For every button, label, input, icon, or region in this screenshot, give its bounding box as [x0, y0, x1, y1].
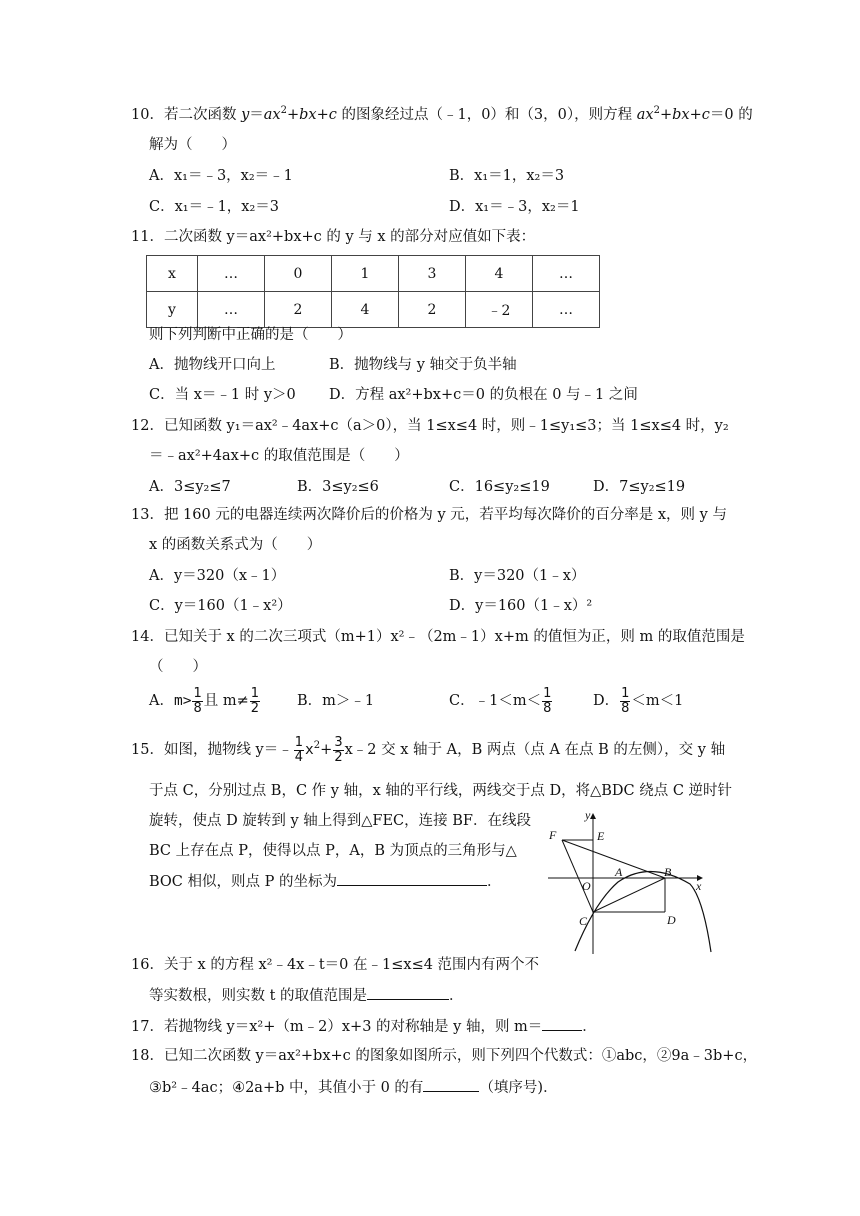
q16-line2: 等实数根，则实数 t 的取值范围是 ．: [149, 985, 464, 1006]
label-d: D: [667, 913, 676, 927]
table-cell: 2: [265, 292, 332, 328]
q14-option-d: D． $\frac{1}{8}$ ＜m＜1: [593, 685, 684, 716]
q10-option-d: D．x₁＝﹣3，x₂＝1: [449, 199, 580, 215]
segment-cb: [593, 878, 665, 912]
q13-line2: x 的函数关系式为（ ）: [149, 537, 322, 553]
segment-fc: [562, 840, 593, 912]
table-row: [147, 292, 600, 328]
q13-option-c: C．y＝160（1﹣x²）: [149, 598, 292, 614]
q12-line1: 12．已知函数 y₁＝ax²﹣4ax+c（a＞0），当 1≤x≤4 时，则﹣1≤y₁≤3；当 1≤x≤4 时，y₂: [131, 418, 729, 434]
q12-option-a: A．3≤y₂≤7: [149, 479, 231, 495]
table-cell: …: [533, 292, 600, 328]
q13-line1: 13．把 160 元的电器连续两次降价后的价格为 y 元，若平均每次降价的百分率是 x，则 y 与: [131, 507, 727, 523]
table-cell: y: [147, 292, 198, 328]
q14-option-c: C．﹣1＜m＜ $\frac{1}{8}$: [449, 685, 552, 716]
q10-option-c: C．x₁＝﹣1，x₂＝3: [149, 199, 280, 215]
table-cell: 3: [399, 256, 466, 292]
table-cell: 0: [265, 256, 332, 292]
label-b: B: [664, 865, 672, 879]
q11-option-d: D．方程 ax²+bx+c＝0 的负根在 0 与﹣1 之间: [329, 387, 638, 403]
q15-line1: 15．如图，抛物线 y＝﹣ $\frac{1}{4}$ $x^2+$ $\frac{3}{2}$ x﹣2 交 x 轴于 A，B 两点（点 A 在点 B 的左侧），交 y 轴: [131, 734, 726, 765]
table-cell: …: [198, 256, 265, 292]
q18-line1: 18．已知二次函数 y＝ax²+bx+c 的图象如图所示，则下列四个代数式：①abc，②9a﹣3b+c，: [131, 1048, 758, 1064]
q12-line2: ＝﹣ax²+4ax+c 的取值范围是（ ）: [149, 448, 409, 464]
table-cell: 4: [466, 256, 533, 292]
label-f: F: [549, 828, 557, 842]
q17-line1: 17．若抛物线 y＝x²+（m﹣2）x+3 的对称轴是 y 轴，则 m＝ ．: [131, 1016, 597, 1037]
q18-line2: ③b²﹣4ac；④2a+b 中，其值小于 0 的有 （填序号)．: [149, 1077, 558, 1098]
parabola-figure: [540, 808, 720, 956]
q16-line1: 16．关于 x 的方程 x²﹣4x﹣t＝0 在﹣1≤x≤4 范围内有两个不: [131, 957, 540, 973]
answer-blank: [337, 871, 487, 886]
q12-option-c: C．16≤y₂≤19: [449, 479, 550, 495]
q15-line4: BC 上存在点 P，使得以点 P，A，B 为顶点的三角形与△: [149, 843, 517, 859]
q11-option-a: A．抛物线开口向上: [149, 357, 276, 373]
table-cell: ﹣2: [466, 292, 533, 328]
answer-blank: [367, 985, 449, 1000]
table-cell: …: [533, 256, 600, 292]
q14-option-b: B．m＞﹣1: [297, 693, 375, 709]
label-y: y: [585, 808, 591, 822]
table-cell: 2: [399, 292, 466, 328]
q11-option-b: B．抛物线与 y 轴交于负半轴: [329, 357, 517, 373]
label-x: x: [696, 879, 702, 893]
q13-option-b: B．y＝320（1﹣x）: [449, 568, 586, 584]
q12-option-b: B．3≤y₂≤6: [297, 479, 379, 495]
label-e: E: [597, 829, 605, 843]
q15-line2: 于点 C，分别过点 B，C 作 y 轴，x 轴的平行线，两线交于点 D，将△BDC 绕点 C 逆时针: [149, 783, 733, 799]
answer-blank: [423, 1077, 479, 1092]
table-cell: x: [147, 256, 198, 292]
q10-line2: 解为（ ）: [149, 137, 236, 153]
q11-stem: 11．二次函数 y＝ax²+bx+c 的 y 与 x 的部分对应值如下表：: [131, 229, 536, 245]
answer-blank: [542, 1016, 582, 1031]
q14-line2: （ ）: [149, 659, 207, 675]
q11-option-c: C．当 x＝﹣1 时 y＞0: [149, 387, 296, 403]
q11-after: 则下列判断中正确的是（ ）: [149, 327, 352, 343]
q14-line1: 14．已知关于 x 的二次三项式（m+1）x²﹣（2m﹣1）x+m 的值恒为正，则 m 的取值范围是: [131, 629, 745, 645]
q15-line5: BOC 相似，则点 P 的坐标为 ．: [149, 871, 502, 892]
label-o: O: [582, 879, 591, 893]
table-row: [147, 256, 600, 292]
table-cell: 4: [332, 292, 399, 328]
table-cell: …: [198, 292, 265, 328]
q13-option-a: A．y＝320（x﹣1）: [149, 568, 286, 584]
q15-line3: 旋转，使点 D 旋转到 y 轴上得到△FEC，连接 BF．在线段: [149, 813, 531, 829]
q10-option-b: B．x₁＝1，x₂＝3: [449, 168, 565, 184]
q13-option-d: D．y＝160（1﹣x）²: [449, 598, 593, 614]
segment-fb: [562, 840, 665, 878]
label-c: C: [579, 914, 588, 928]
q12-option-d: D．7≤y₂≤19: [593, 479, 686, 495]
value-table: [146, 255, 600, 328]
q10-option-a: A．x₁＝﹣3，x₂＝﹣1: [149, 168, 293, 184]
q10-line1: 10．若二次函数 $y=ax^2+bx+c$ 的图象经过点（﹣1，0）和（3，0），则方程 $ax^2+bx+c=0$ 的: [131, 105, 753, 123]
table-cell: 1: [332, 256, 399, 292]
q14-option-a: A．m> $\frac{1}{8}$ 且 m≠ $\frac{1}{2}$: [149, 685, 260, 716]
label-a: A: [615, 865, 623, 879]
